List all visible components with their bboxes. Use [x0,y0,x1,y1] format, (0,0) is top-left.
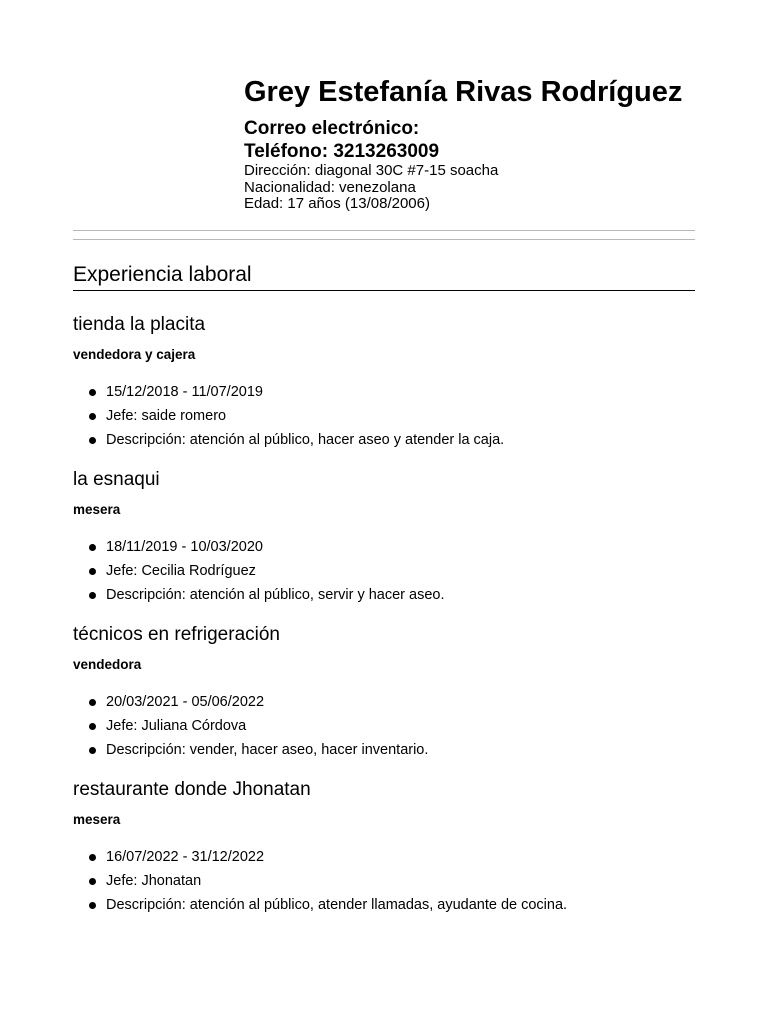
job-dates: 18/11/2019 - 10/03/2020 [106,539,263,555]
candidate-name: Grey Estefanía Rivas Rodríguez [244,76,683,108]
job-details-list [73,845,695,917]
job-entry [73,778,695,917]
job-entry [73,468,695,607]
age-text: Edad: 17 años (13/08/2006) [244,195,430,212]
divider-line [73,239,695,240]
phone-label: Teléfono: 3213263009 [244,141,440,162]
section-title: Experiencia laboral [73,261,695,291]
job-details-list [73,535,695,607]
bullet-icon [89,592,96,599]
job-details-list [73,690,695,762]
list-item [73,380,695,404]
header-dividers [73,230,695,240]
job-entry [73,623,695,762]
job-details-list [73,380,695,452]
list-item [73,738,695,762]
job-company: la esnaqui [73,469,160,490]
bullet-icon [89,413,96,420]
list-item [73,583,695,607]
resume-header [244,74,744,213]
job-boss: Jefe: Cecilia Rodríguez [106,563,256,579]
nationality-text: Nacionalidad: venezolana [244,178,416,196]
job-boss: Jefe: Juliana Córdova [106,718,247,734]
email-label: Correo electrónico: [244,118,420,139]
list-item [73,404,695,428]
experience-section [73,261,695,291]
list-item [73,869,695,893]
job-role: vendedora y cajera [73,347,196,362]
job-dates: 15/12/2018 - 11/07/2019 [106,384,263,400]
list-item [73,535,695,559]
job-company: técnicos en refrigeración [73,624,280,645]
list-item [73,845,695,869]
list-item [73,893,695,917]
job-entry [73,313,695,452]
address-text: Dirección: diagonal 30C #7-15 soacha [244,162,499,179]
job-company: restaurante donde Jhonatan [73,779,311,800]
list-item [73,714,695,738]
job-description: Descripción: vender, hacer aseo, hacer inventario. [106,742,429,758]
bullet-icon [89,389,96,396]
bullet-icon [89,723,96,730]
job-boss: Jefe: Jhonatan [106,873,202,889]
job-dates: 16/07/2022 - 31/12/2022 [106,849,265,865]
bullet-icon [89,854,96,861]
bullet-icon [89,568,96,575]
bullet-icon [89,747,96,754]
bullet-icon [89,699,96,706]
job-dates: 20/03/2021 - 05/06/2022 [106,694,265,710]
bullet-icon [89,437,96,444]
job-role: vendedora [73,657,142,672]
job-role: mesera [73,502,121,517]
job-company: tienda la placita [73,314,206,335]
job-description: Descripción: atención al público, atender llamadas, ayudante de cocina. [106,897,568,913]
job-description: Descripción: atención al público, hacer aseo y atender la caja. [106,432,505,448]
job-description: Descripción: atención al público, servir y hacer aseo. [106,587,445,603]
list-item [73,428,695,452]
bullet-icon [89,878,96,885]
list-item [73,559,695,583]
list-item [73,690,695,714]
job-boss: Jefe: saide romero [106,408,227,424]
bullet-icon [89,902,96,909]
divider-line [73,230,695,231]
job-role: mesera [73,812,121,827]
bullet-icon [89,544,96,551]
